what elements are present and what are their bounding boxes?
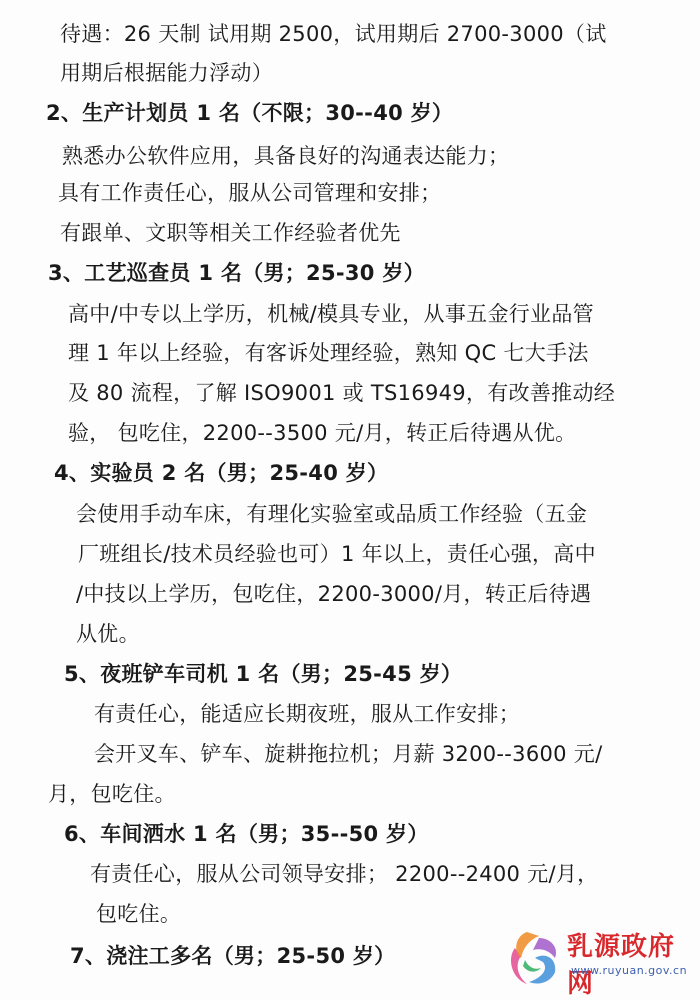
logo-mark-icon [505,918,565,992]
body-line: 用期后根据能力浮动） [60,61,273,85]
section-heading: 4、实验员 2 名（男；25-40 岁） [54,461,389,485]
site-watermark [505,918,695,999]
body-line: 有责任心，服从公司领导安排； 2200--2400 元/月， [90,862,599,886]
section-heading: 3、工艺巡查员 1 名（男；25-30 岁） [48,261,425,285]
section-heading: 5、夜班铲车司机 1 名（男；25-45 岁） [64,662,463,686]
body-line: 验， 包吃住，2200--3500 元/月，转正后待遇从优。 [68,421,577,445]
body-line: 会开叉车、铲车、旋耕拖拉机；月薪 3200--3600 元/ [94,742,603,766]
section-heading: 2、生产计划员 1 名（不限；30--40 岁） [46,101,454,125]
logo-url: www.ruyuan.gov.cn [571,964,688,977]
body-line: /中技以上学历，包吃住，2200-3000/月，转正后待遇 [76,582,592,606]
body-line: 月，包吃住。 [48,782,176,806]
body-line: 熟悉办公软件应用，具备良好的沟通表达能力； [62,144,510,168]
body-line: 从优。 [76,622,140,646]
logo-name: 乳源政府网 [567,932,676,999]
body-line: 待遇：26 天制 试用期 2500，试用期后 2700-3000（试 [60,22,607,46]
body-line: 高中/中专以上学历，机械/模具专业，从事五金行业品管 [68,302,594,326]
body-line: 会使用手动车床，有理化实验室或品质工作经验（五金 [76,502,588,526]
body-line: 有跟单、文职等相关工作经验者优先 [60,221,401,245]
body-line: 具有工作责任心，服从公司管理和安排； [58,181,442,205]
body-line: 包吃住。 [96,902,182,926]
body-line: 厂班组长/技术员经验也可）1 年以上，责任心强，高中 [78,542,596,566]
body-line: 理 1 年以上经验，有客诉处理经验，熟知 QC 七大手法 [68,341,589,365]
section-heading: 7、浇注工多名（男；25-50 岁） [70,944,396,968]
section-heading: 6、车间洒水 1 名（男；35--50 岁） [64,822,429,846]
body-line: 及 80 流程，了解 ISO9001 或 TS16949，有改善推动经 [68,381,616,405]
body-line: 有责任心，能适应长期夜班，服从工作安排； [94,702,520,726]
